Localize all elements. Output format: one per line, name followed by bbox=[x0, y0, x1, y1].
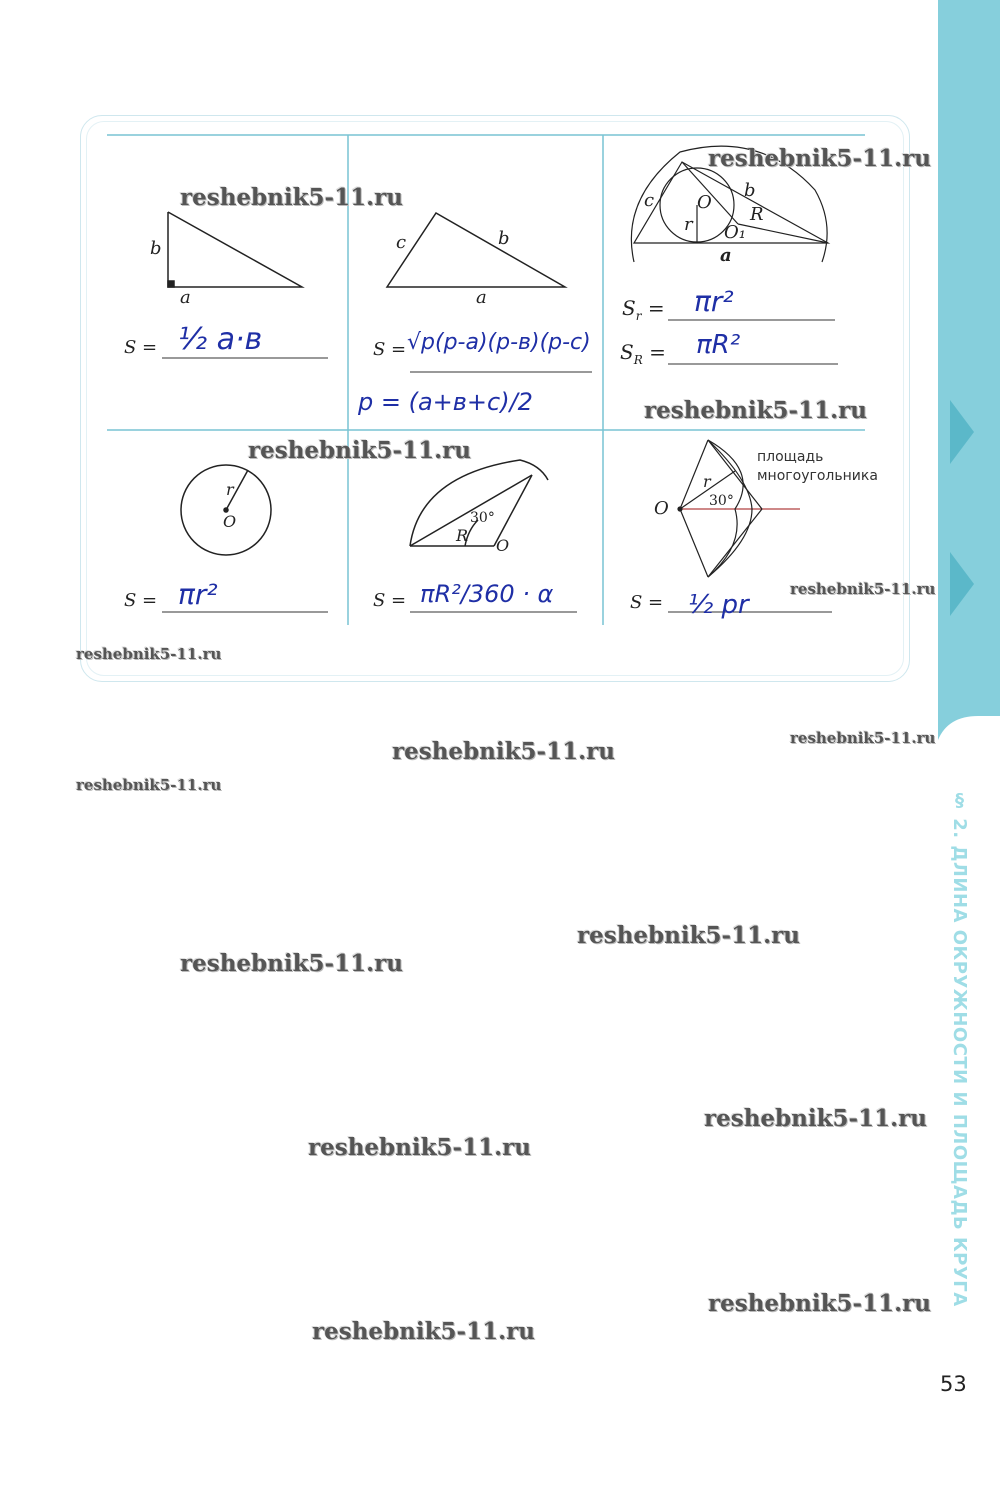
watermark: reshebnik5-11.ru bbox=[708, 145, 931, 172]
polygon-formula-label: S = bbox=[630, 592, 664, 613]
right-triangle-formula-label: S = bbox=[124, 337, 158, 358]
page-number: 53 bbox=[940, 1372, 967, 1396]
polygon-angle: 30° bbox=[709, 493, 734, 509]
sr-label: $S_r$ = bbox=[622, 296, 665, 323]
watermark: reshebnik5-11.ru bbox=[392, 738, 615, 765]
sector-formula-label: S = bbox=[373, 590, 407, 611]
polygon-caption-line1: площадь bbox=[757, 449, 824, 465]
watermark: reshebnik5-11.ru bbox=[577, 922, 800, 949]
triangle-formula-label: S = bbox=[373, 339, 407, 360]
incircle-label-r: r bbox=[684, 214, 693, 235]
triangle-answer: √p(p-a)(p-в)(p-c) bbox=[407, 330, 591, 355]
sector-answer: πR²/360 · α bbox=[420, 580, 554, 608]
polygon-label-O: O bbox=[654, 498, 669, 519]
right-triangle-answer: ½ a·в bbox=[178, 322, 263, 357]
sR-subscript: R bbox=[633, 353, 643, 367]
section-title: § 2. ДЛИНА ОКРУЖНОСТИ И ПЛОЩАДЬ КРУГА bbox=[949, 790, 970, 1307]
watermark: reshebnik5-11.ru bbox=[704, 1105, 927, 1132]
watermark: reshebnik5-11.ru bbox=[76, 776, 222, 794]
triangle-label-c: c bbox=[396, 232, 407, 253]
circle-formula-label: S = bbox=[124, 590, 158, 611]
triangle-semiperimeter-note: p = (a+в+c)/2 bbox=[358, 388, 533, 416]
right-triangle-figure bbox=[168, 212, 302, 287]
incircle-label-b: b bbox=[744, 180, 756, 201]
incircle-label-O1: O₁ bbox=[724, 222, 746, 243]
right-triangle-label-a: a bbox=[180, 287, 191, 308]
polygon-label-r: r bbox=[703, 472, 711, 491]
watermark: reshebnik5-11.ru bbox=[312, 1318, 535, 1345]
triangle-label-b: b bbox=[498, 228, 510, 249]
watermark: reshebnik5-11.ru bbox=[790, 729, 936, 747]
watermark: reshebnik5-11.ru bbox=[308, 1134, 531, 1161]
incircle-label-R: R bbox=[750, 204, 764, 225]
sR-label: $S_R$ = bbox=[620, 340, 666, 367]
sector-figure bbox=[410, 460, 548, 546]
incircle-label-a: a bbox=[720, 245, 732, 266]
sector-angle: 30° bbox=[470, 510, 495, 526]
watermark: reshebnik5-11.ru bbox=[76, 645, 222, 663]
triangle-figure bbox=[387, 213, 565, 287]
polygon-answer: ½ pr bbox=[688, 590, 749, 620]
right-triangle-label-b: b bbox=[150, 238, 162, 259]
sR-answer: πR² bbox=[696, 330, 741, 360]
watermark: reshebnik5-11.ru bbox=[790, 580, 936, 598]
answer-lines bbox=[162, 320, 838, 612]
watermark: reshebnik5-11.ru bbox=[180, 184, 403, 211]
polygon-caption-line2: многоугольника bbox=[757, 468, 878, 484]
watermark: reshebnik5-11.ru bbox=[248, 437, 471, 464]
sr-subscript: r bbox=[635, 309, 642, 323]
incircle-label-c: c bbox=[644, 190, 655, 211]
circle-answer: πr² bbox=[178, 578, 218, 611]
circle-label-O: O bbox=[223, 512, 237, 531]
sector-label-O: O bbox=[496, 536, 510, 555]
polygon-caption bbox=[757, 448, 878, 486]
sr-answer: πr² bbox=[694, 285, 734, 318]
watermark: reshebnik5-11.ru bbox=[708, 1290, 931, 1317]
triangle-label-a: a bbox=[476, 287, 487, 308]
circle-figure bbox=[181, 465, 271, 555]
circle-label-r: r bbox=[226, 480, 234, 499]
incircle-label-O: O bbox=[697, 192, 712, 213]
sector-label-R: R bbox=[456, 526, 469, 545]
watermark: reshebnik5-11.ru bbox=[180, 950, 403, 977]
watermark: reshebnik5-11.ru bbox=[644, 397, 867, 424]
